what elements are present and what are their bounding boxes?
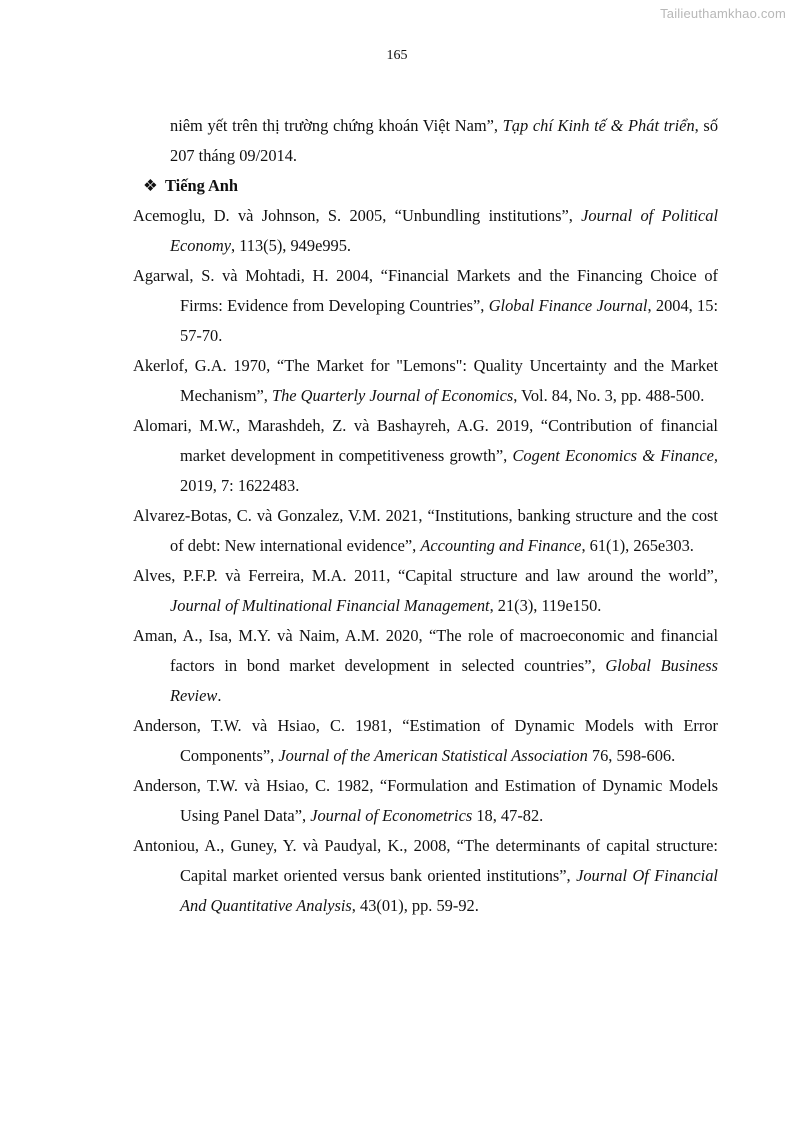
page-number: 165 bbox=[386, 48, 408, 63]
reference-text: Agarwal, S. và Mohtadi, H. 2004, “Financial Markets and the Financing Choice of Firms: Evidence from Developing Countries”, bbox=[133, 266, 718, 315]
reference-item bbox=[133, 771, 718, 831]
section-heading-text: Tiếng Anh bbox=[165, 176, 239, 195]
reference-details: , 61(1), 265e303. bbox=[581, 536, 694, 555]
reference-item bbox=[133, 351, 718, 411]
reference-item bbox=[133, 621, 718, 711]
reference-journal: The Quarterly Journal of Economics bbox=[271, 386, 514, 405]
reference-journal: Global Finance Journal bbox=[488, 296, 648, 315]
reference-item bbox=[133, 831, 718, 921]
reference-journal: Journal of Econometrics bbox=[310, 806, 473, 825]
reference-journal: Journal Of Financial And Quantitative Analysis bbox=[180, 866, 718, 915]
reference-details: 18, 47-82. bbox=[472, 806, 544, 825]
reference-text: Alomari, M.W., Marashdeh, Z. và Bashayreh, A.G. 2019, “Contribution of financial market development in competitiveness growth”, bbox=[133, 416, 718, 465]
reference-text: Aman, A., Isa, M.Y. và Naim, A.M. 2020, “The role of macroeconomic and financial factors in bond market development in selected countries”, bbox=[133, 626, 718, 675]
reference-list bbox=[133, 111, 718, 921]
reference-item bbox=[133, 261, 718, 351]
reference-item bbox=[133, 201, 718, 261]
reference-text: Antoniou, A., Guney, Y. và Paudyal, K., 2008, “The determinants of capital structure: Capital market oriented versus bank oriented institutions”, bbox=[133, 836, 718, 885]
reference-journal: Journal of Political Economy bbox=[170, 206, 718, 255]
reference-text: Acemoglu, D. và Johnson, S. 2005, “Unbundling institutions”, bbox=[133, 206, 582, 225]
reference-text: Alves, P.F.P. và Ferreira, M.A. 2011, “Capital structure and law around the world”, bbox=[133, 566, 718, 585]
reference-journal: Cogent Economics & Finance, bbox=[512, 446, 719, 465]
reference-details: . bbox=[217, 686, 222, 705]
watermark: Tailieuthamkhao.com bbox=[660, 6, 786, 21]
reference-continuation bbox=[133, 111, 718, 171]
reference-journal: Journal of Multinational Financial Management bbox=[170, 596, 490, 615]
reference-details: , 2004, 15: 57-70. bbox=[180, 296, 719, 345]
reference-journal: Global Business Review bbox=[170, 656, 718, 705]
diamond-bullet-icon: ❖ bbox=[143, 176, 158, 195]
reference-journal: Accounting and Finance bbox=[420, 536, 582, 555]
reference-details: , Vol. 84, No. 3, pp. 488-500. bbox=[513, 386, 705, 405]
reference-details: , số 207 tháng 09/2014. bbox=[170, 116, 719, 165]
reference-item bbox=[133, 561, 718, 621]
reference-text: niêm yết trên thị trường chứng khoán Việt Nam”, bbox=[170, 116, 503, 135]
reference-details: 76, 598-606. bbox=[587, 746, 676, 765]
reference-journal: Journal of the American Statistical Association bbox=[278, 746, 588, 765]
reference-text: Anderson, T.W. và Hsiao, C. 1981, “Estimation of Dynamic Models with Error Components”, bbox=[133, 716, 718, 765]
reference-item bbox=[133, 411, 718, 501]
section-heading bbox=[133, 171, 718, 201]
reference-item bbox=[133, 711, 718, 771]
reference-item bbox=[133, 501, 718, 561]
reference-details: 2019, 7: 1622483. bbox=[180, 476, 300, 495]
reference-details: , 43(01), pp. 59-92. bbox=[351, 896, 479, 915]
reference-text: Anderson, T.W. và Hsiao, C. 1982, “Formulation and Estimation of Dynamic Models Using Panel Data”, bbox=[133, 776, 718, 825]
reference-details: , 21(3), 119e150. bbox=[489, 596, 602, 615]
reference-text: Alvarez-Botas, C. và Gonzalez, V.M. 2021, “Institutions, banking structure and the cost of debt: New international evidence”, bbox=[133, 506, 718, 555]
reference-text: Akerlof, G.A. 1970, “The Market for "Lemons": Quality Uncertainty and the Market Mechanism”, bbox=[133, 356, 718, 405]
reference-details: , 113(5), 949e995. bbox=[231, 236, 352, 255]
reference-journal: Tạp chí Kinh tế & Phát triển bbox=[502, 116, 695, 135]
